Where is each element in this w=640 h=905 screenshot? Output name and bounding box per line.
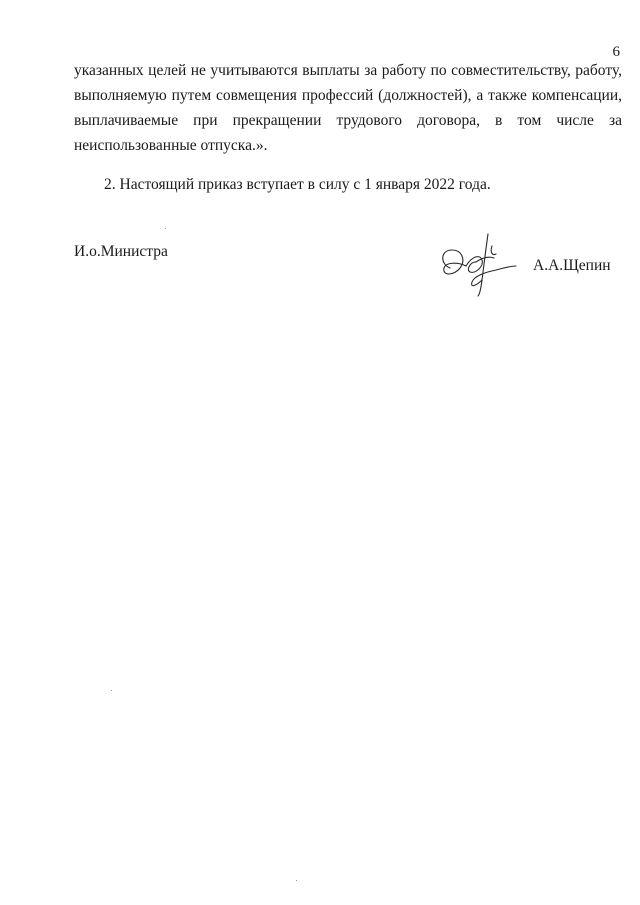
scan-speck <box>165 228 166 229</box>
paragraph-1-line-1: указанных целей не учитываются выплаты за работу по совместительству, работу, <box>74 62 622 79</box>
signer-title: И.о.Министра <box>74 243 168 260</box>
signature-icon <box>436 228 520 298</box>
paragraph-2: 2. Настоящий приказ вступает в силу с 1 января 2022 года. <box>104 176 491 193</box>
paragraph-1 <box>74 58 622 158</box>
paragraph-1-line-3: выплачиваемые при прекращении трудового договора, в том числе за <box>74 112 622 129</box>
paragraph-1-line-4: неиспользованные отпуска.». <box>74 137 268 154</box>
scan-speck <box>296 880 297 881</box>
page-number: 6 <box>612 44 620 60</box>
signer-name: А.А.Щепин <box>533 257 611 274</box>
scan-speck <box>111 690 112 691</box>
paragraph-1-line-2: выполняемую путем совмещения профессий (должностей), а также компенсации, <box>74 87 622 104</box>
